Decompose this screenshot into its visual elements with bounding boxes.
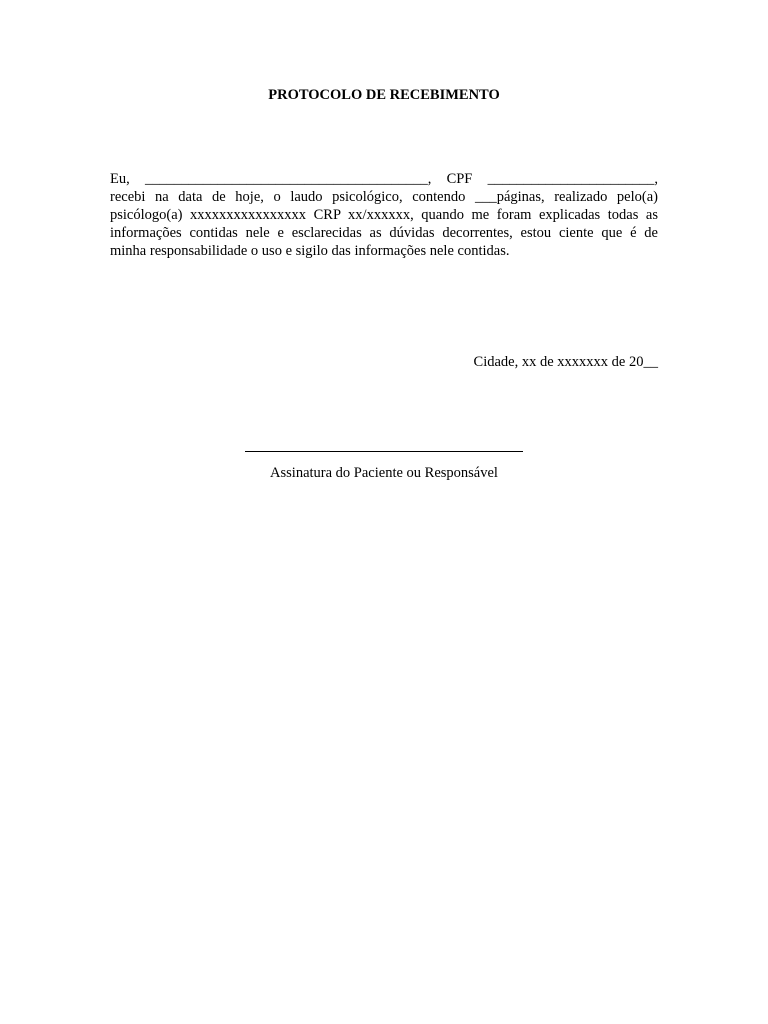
document-title: PROTOCOLO DE RECEBIMENTO (268, 87, 500, 103)
paragraph-line: informações contidas nele e esclarecidas as dúvidas decorrentes, estou ciente que é de (110, 225, 658, 241)
paragraph-line: minha responsabilidade o uso e sigilo das informações nele contidas. (110, 243, 510, 259)
paragraph-line: Eu, _______________________________________, CPF _______________________, (110, 171, 658, 187)
paragraph-line: psicólogo(a) xxxxxxxxxxxxxxxx CRP xx/xxxxxx, quando me foram explicadas todas as (110, 207, 658, 223)
signature-line (245, 451, 523, 452)
paragraph-line: recebi na data de hoje, o laudo psicológico, contendo ___páginas, realizado pelo(a) (110, 189, 658, 205)
signature-caption: Assinatura do Paciente ou Responsável (270, 465, 498, 481)
place-date-line: Cidade, xx de xxxxxxx de 20__ (473, 354, 658, 370)
declaration-paragraph (110, 170, 658, 260)
